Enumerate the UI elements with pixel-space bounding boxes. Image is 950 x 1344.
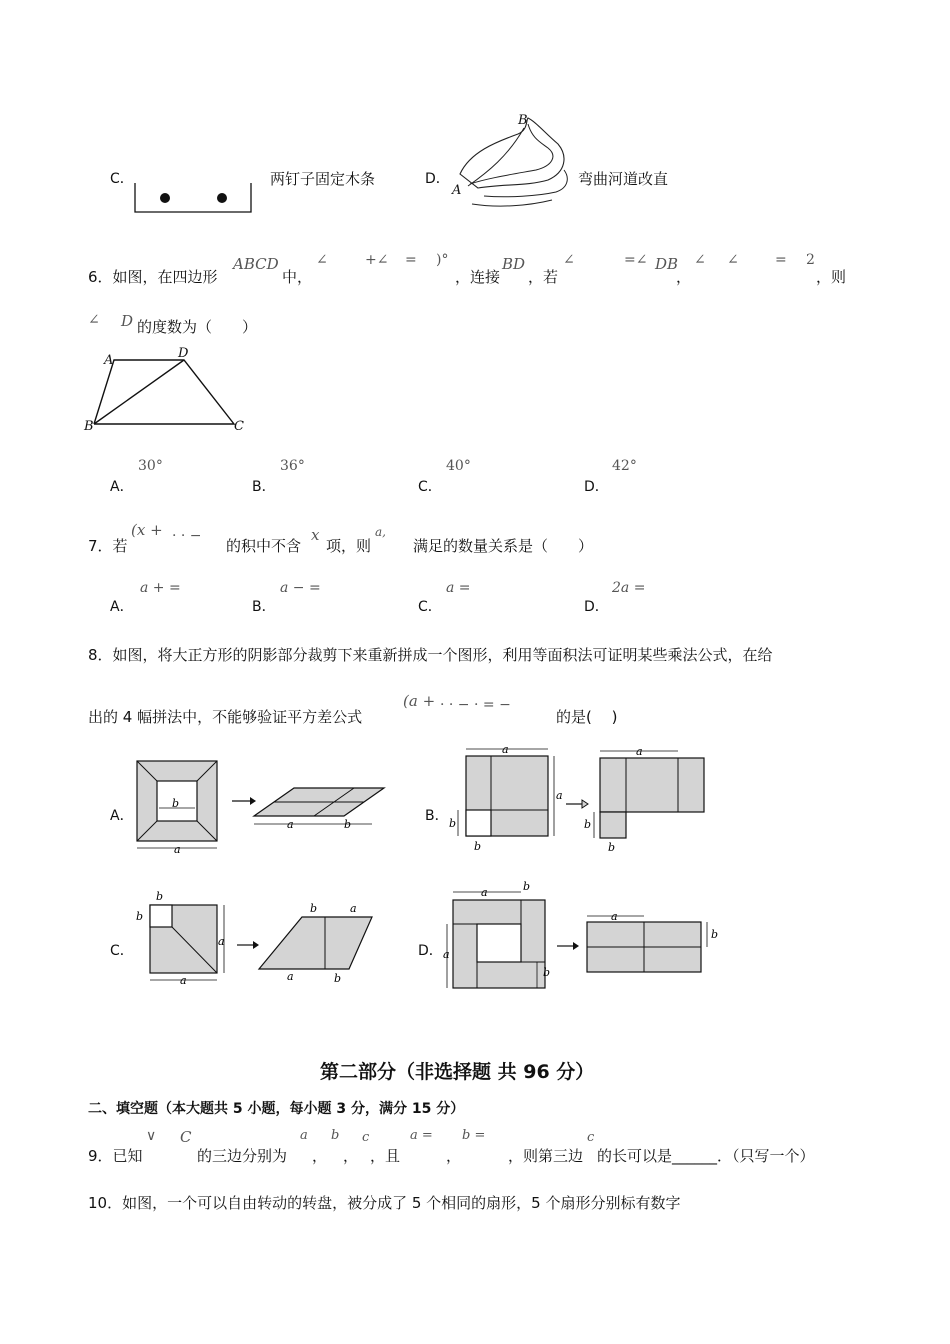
q6-cond3b: ∠: [727, 252, 739, 268]
q8-option-d-label[interactable]: D．: [418, 943, 443, 959]
q8-option-a-label[interactable]: A．: [110, 808, 134, 824]
q6-then: ，则: [816, 268, 847, 286]
part2-heading: 二、填空题（本大题共 5 小题，每小题 3 分，满分 15 分）: [88, 1101, 465, 1117]
dim-label: a: [287, 818, 294, 831]
q9-a: a: [300, 1128, 308, 1143]
dim-label: a: [611, 910, 618, 923]
q9-tri: ∨: [146, 1128, 157, 1144]
q9-c2: c: [362, 1130, 370, 1145]
dim-label: b: [523, 880, 531, 893]
q5-option-c-caption: 两钉子固定木条: [270, 170, 376, 188]
q9-c3: c: [587, 1130, 595, 1145]
q7-option-a-label[interactable]: A．: [110, 599, 134, 615]
q6-ask: 的度数为（ ）: [137, 318, 258, 336]
vertex-d: D: [178, 346, 189, 361]
nails-board-figure: [130, 180, 255, 216]
q6-cond3c: =: [775, 252, 787, 268]
q6-option-b-label[interactable]: B．: [252, 479, 276, 495]
q8-formula2: · · − · = −: [440, 697, 511, 713]
dim-label: b: [344, 818, 352, 831]
q6-angle-sym: ∠: [88, 312, 100, 328]
quadrilateral-figure: [82, 342, 252, 434]
q6-cond1c: =: [405, 252, 417, 268]
q7-option-a-value: a + =: [140, 580, 181, 596]
q8-option-b-label[interactable]: B．: [425, 808, 449, 824]
q6-option-b-value: 36°: [280, 458, 305, 474]
dim-label: b: [543, 966, 551, 979]
q10-text: 10．如图，一个可以自由转动的转盘，被分成了 5 个相同的扇形，5 个扇形分别标有数字: [88, 1194, 681, 1212]
dim-label: a: [443, 948, 450, 961]
dim-label: a: [502, 744, 509, 756]
q6-cond2a: ∠: [563, 252, 575, 268]
q7-stem-start: 7．若: [88, 537, 128, 555]
q6-connect: ，连接: [455, 268, 501, 286]
q8-line2b: 的是( ): [556, 708, 618, 726]
q5-option-d-label: D．: [425, 171, 450, 187]
q8-figure-d: [437, 880, 727, 990]
q6-stem-start: 6．如图，在四边形: [88, 268, 218, 286]
q7-option-c-value: a =: [446, 580, 471, 596]
dim-label: b: [711, 928, 719, 941]
q8-option-c-label[interactable]: C．: [110, 943, 134, 959]
dim-label: a: [636, 745, 643, 758]
q9-mid: 的三边分别为: [197, 1147, 288, 1165]
q9-comma: ，: [446, 1147, 462, 1165]
dim-label: a: [556, 789, 563, 802]
q6-option-a-label[interactable]: A．: [110, 479, 134, 495]
q6-bd: BD: [502, 255, 526, 273]
river-figure: [448, 112, 573, 212]
q6-option-d-label[interactable]: D．: [584, 479, 609, 495]
dim-label: b: [608, 841, 616, 854]
q6-if: ，若: [528, 268, 559, 286]
q8-line2a: 出的 4 幅拼法中，不能够验证平方差公式: [88, 708, 363, 726]
dim-label: a: [174, 843, 181, 854]
q8-figure-a: [132, 758, 392, 854]
q6-cond3d: 2: [806, 252, 815, 268]
q6-quad: ABCD: [233, 255, 279, 273]
q9-comma: ，: [312, 1147, 328, 1165]
q8-line1: 8．如图，将大正方形的阴影部分裁剪下来重新拼成一个图形，利用等面积法可证明某些乘法公式，在给: [88, 646, 773, 664]
q7-option-c-label[interactable]: C．: [418, 599, 442, 615]
q6-option-c-label[interactable]: C．: [418, 479, 442, 495]
q6-angle-d: D: [121, 312, 134, 330]
nail-dot: [217, 193, 227, 203]
dim-label: a: [350, 902, 357, 915]
dim-label: a: [218, 935, 225, 948]
q6-cond2c: DB: [655, 255, 679, 273]
dim-label: b: [334, 972, 342, 985]
q5-option-d-caption: 弯曲河道改直: [578, 170, 669, 188]
q6-cond2b: =∠: [624, 252, 648, 268]
river-point-a: A: [452, 183, 462, 198]
q9-tail: 的长可以是______．（只写一个）: [597, 1147, 815, 1165]
q5-option-c-label: C．: [110, 171, 134, 187]
q7-mid: 的积中不含: [226, 537, 302, 555]
q9-stem-start: 9．已知: [88, 1147, 143, 1165]
q7-a: a,: [375, 525, 386, 539]
q9-and: ，且: [370, 1147, 401, 1165]
q6-mid: 中，: [282, 268, 313, 286]
q7-option-d-value: 2a =: [612, 580, 646, 596]
q6-option-c-value: 40°: [446, 458, 471, 474]
q7-mid2: 项，则: [326, 537, 372, 555]
vertex-c: C: [234, 419, 244, 434]
dim-label: b: [474, 840, 482, 853]
q9-aeq: a =: [410, 1128, 433, 1143]
part2-title: 第二部分（非选择题 共 96 分）: [320, 1061, 595, 1083]
q7-expr1: (x +: [131, 521, 163, 539]
q7-option-d-label[interactable]: D．: [584, 599, 609, 615]
q9-comma: ，: [343, 1147, 359, 1165]
dim-label: b: [172, 797, 180, 810]
q7-option-b-value: a − =: [280, 580, 321, 596]
dim-label: a: [287, 970, 294, 983]
q8-figure-c: [132, 890, 382, 990]
q7-option-b-label[interactable]: B．: [252, 599, 276, 615]
q9-beq: b =: [462, 1128, 486, 1143]
vertex-b: B: [84, 419, 94, 434]
q6-option-d-value: 42°: [612, 458, 637, 474]
q9-b: b: [331, 1128, 340, 1143]
q7-tail: 满足的数量关系是（ ）: [413, 537, 594, 555]
q8-figure-b: [446, 744, 716, 856]
nail-dot: [160, 193, 170, 203]
dim-label: b: [156, 890, 164, 903]
q8-formula1: (a +: [403, 692, 436, 710]
q6-cond1: ∠: [316, 252, 328, 268]
dim-label: b: [310, 902, 318, 915]
q6-cond1b: +∠: [365, 252, 389, 268]
dim-label: b: [584, 818, 592, 831]
q7-expr2: · · −: [172, 528, 202, 544]
q6-cond1d: )°: [436, 252, 449, 268]
vertex-a: A: [104, 353, 114, 368]
q6-cond3a: ∠: [694, 252, 706, 268]
q6-option-a-value: 30°: [138, 458, 163, 474]
q7-x: x: [311, 526, 320, 544]
river-point-b: B: [518, 113, 528, 128]
q6-comma: ，: [676, 268, 692, 286]
dim-label: b: [136, 910, 144, 923]
q9-c: C: [180, 1128, 192, 1146]
q9-mid2: ，则第三边: [508, 1147, 584, 1165]
dim-label: a: [180, 974, 187, 987]
dim-label: b: [449, 817, 457, 830]
dim-label: a: [481, 886, 488, 899]
